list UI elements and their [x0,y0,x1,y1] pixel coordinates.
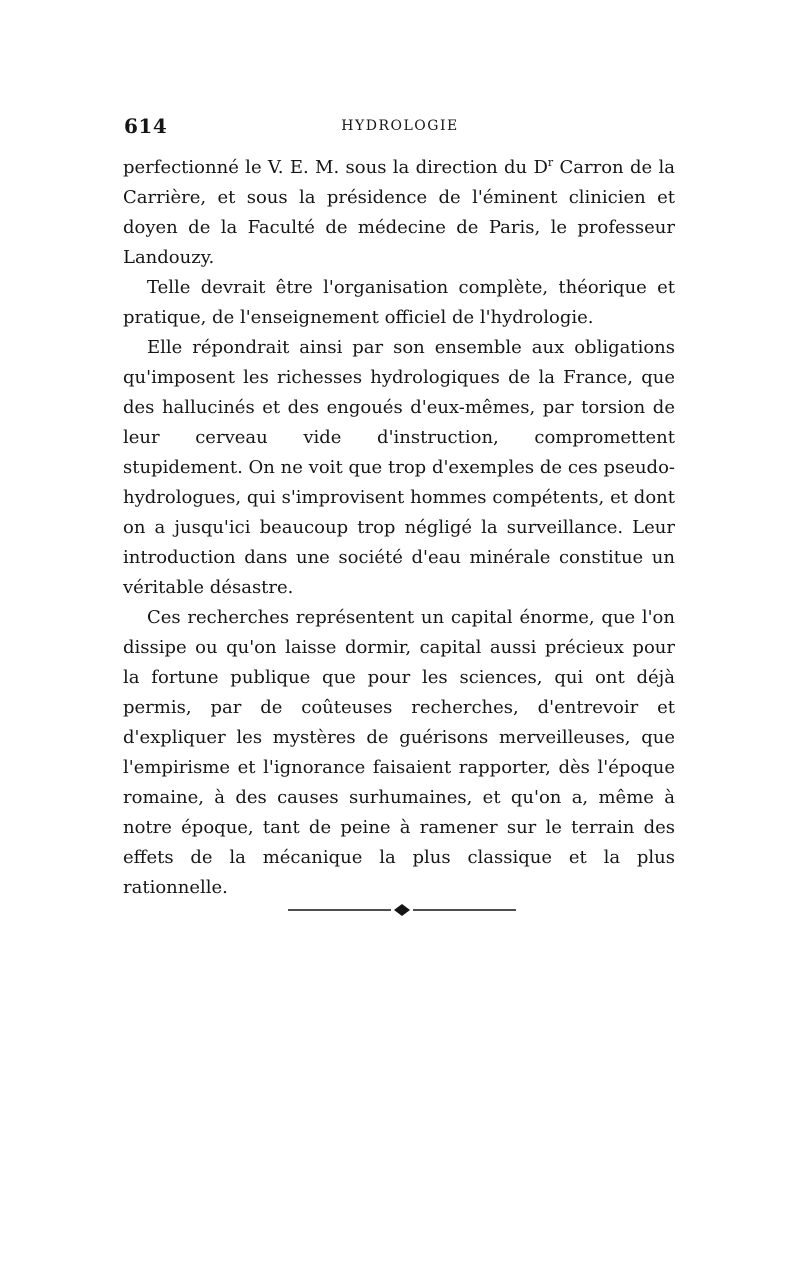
paragraph-1 [123,153,675,273]
paragraph-2: Telle devrait être l'organisation complète, théorique et pratique, de l'enseignement officiel de l'hydrologie. [123,277,675,328]
paragraph-1-text-end: Carron de la Carrière, et sous la présidence de l'éminent clinicien et doyen de la Faculté de médecine de Paris, le professeur Landouzy. [123,157,675,268]
paragraph-3: Elle répondrait ainsi par son ensemble aux obligations qu'imposent les richesses hydrologiques de la France, que des hallucinés et des engoués d'eux-mêmes, par torsion de leur cerveau vide d'instruction, compromettent stupidement. On ne voit que trop d'exemples de ces pseudo-hydrologues, qui s'improvisent hommes compétents, et dont on a jusqu'ici beaucoup trop négligé la surveillance. Leur introduction dans une société d'eau minérale constitue un véritable désastre. [123,337,675,598]
page-number: 614 [124,114,168,138]
diamond-rule-ornament-icon [288,903,516,917]
body-text [123,153,675,903]
doctor-abbrev-superscript: r [547,156,554,169]
page-header [124,113,676,139]
paragraph-4: Ces recherches représentent un capital énorme, que l'on dissipe ou qu'on laisse dormir, capital aussi précieux pour la fortune publique que pour les sciences, qui ont déjà permis, par de coûteuses recherches, d'entrevoir et d'expliquer les mystères de guérisons merveilleuses, que l'empirisme et l'ignorance faisaient rapporter, dès l'époque romaine, à des causes surhumaines, et qu'on a, même à notre époque, tant de peine à ramener sur le terrain des effets de la mécanique la plus classique et la plus rationnelle. [123,607,675,898]
running-head: HYDROLOGIE [341,118,459,134]
paragraph-1-text-start: perfectionné le V. E. M. sous la direction du D [123,157,548,178]
